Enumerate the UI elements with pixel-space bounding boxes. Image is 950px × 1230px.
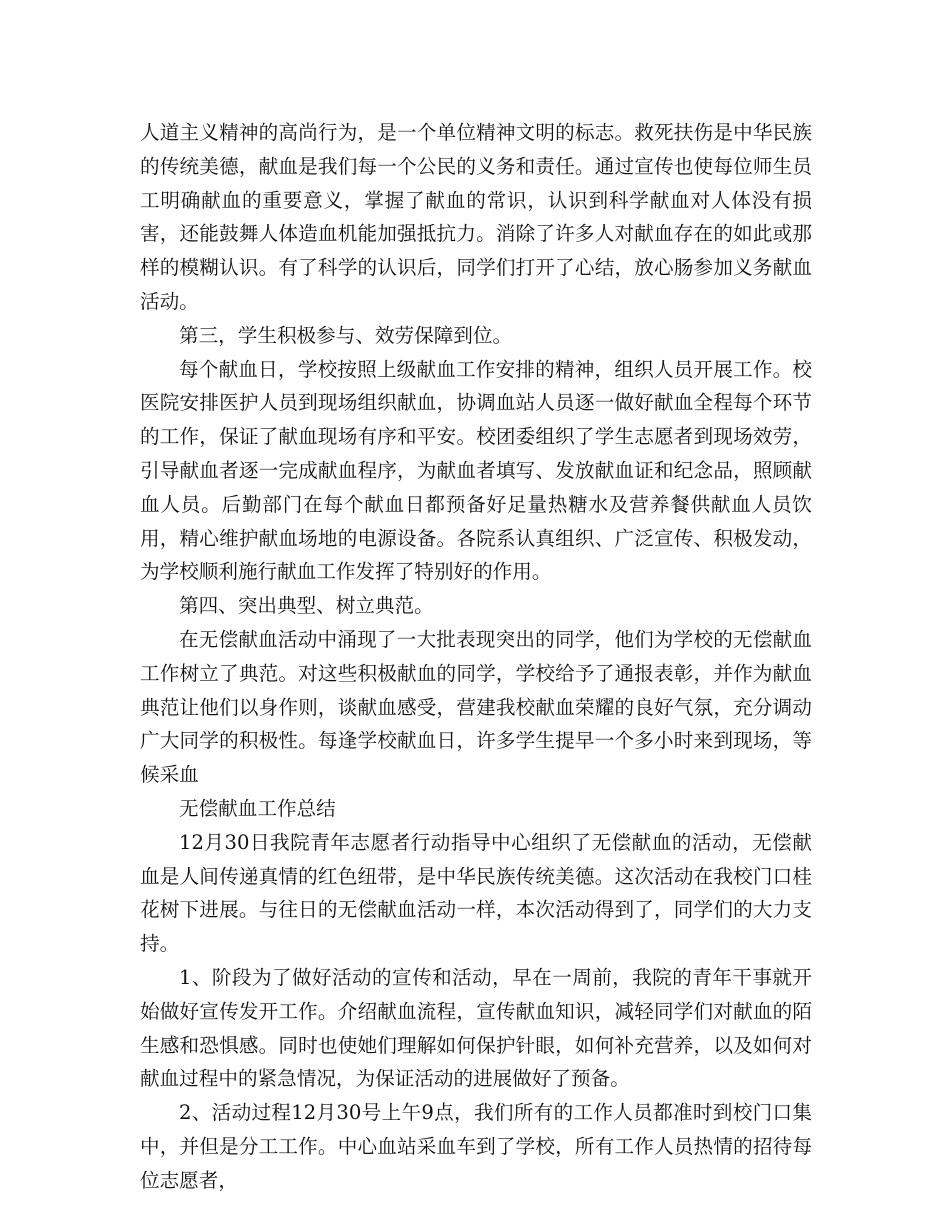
paragraph-stage-one: 1、阶段为了做好活动的宣传和活动，早在一周前，我院的青年干事就开始做好宣传发开工作。介绍献血流程，宣传献血知识，减轻同学们对献血的陌生感和恐惧感。同时也使她们理解如何保护针眼，如何补充营养，以及如何对献血过程中的紧急情况，为保证活动的进展做好了预备。	[140, 965, 812, 1091]
paragraph-stage-two: 2、活动过程12月30号上午9点，我们所有的工作人员都准时到校门口集中，并但是分工工作。中心血站采血车到了学校，所有工作人员热情的招待每位志愿者，	[140, 1101, 812, 1192]
paragraph-heading-third: 第三，学生积极参与、效劳保障到位。	[179, 323, 513, 347]
paragraph-summary-title: 无偿献血工作总结	[179, 796, 336, 820]
paragraph-donation-day: 每个献血日，学校按照上级献血工作安排的精神，组织人员开展工作。校医院安排医护人员到现场组织献血，协调血站人员逐一做好献血全程每个环节的工作，保证了献血现场有序和平安。校团委组织了学生志愿者到现场效劳，引导献血者逐一完成献血程序，为献血者填写、发放献血证和纪念品，照顾献血人员。后勤部门在每个献血日都预备好足量热糖水及营养餐供献血人员饮用，精心维护献血场地的电源设备。各院系认真组织、广泛宣传、积极发动，为学校顺利施行献血工作发挥了特别好的作用。	[140, 357, 812, 584]
paragraph-humanitarian-spirit: 人道主义精神的高尚行为，是一个单位精神文明的标志。救死扶伤是中华民族的传统美德，献血是我们每一个公民的义务和责任。通过宣传也使每位师生员工明确献血的重要意义，掌握了献血的常识，认识到科学献血对人体没有损害，还能鼓舞人体造血机能加强抵抗力。消除了许多人对献血存在的如此或那样的模糊认识。有了科学的认识后，同学们打开了心结，放心肠参加义务献血活动。	[140, 121, 812, 313]
document-body	[140, 116, 812, 1198]
paragraph-role-models: 在无偿献血活动中涌现了一大批表现突出的同学，他们为学校的无偿献血工作树立了典范。对这些积极献血的同学，学校给予了通报表彰，并作为献血典范让他们以身作则，谈献血感受，营建我校献血荣耀的良好气氛，充分调动广大同学的积极性。每逢学校献血日，许多学生提早一个多小时来到现场，等候采血	[140, 627, 812, 787]
paragraph-heading-fourth: 第四、突出典型、树立典范。	[179, 594, 434, 618]
paragraph-dec-30-event: 12月30日我院青年志愿者行动指导中心组织了无偿献血的活动，无偿献血是人间传递真情的红色纽带，是中华民族传统美德。这次活动在我校门口桂花树下进展。与往日的无偿献血活动一样，本次活动得到了，同学们的大力支持。	[140, 830, 812, 956]
